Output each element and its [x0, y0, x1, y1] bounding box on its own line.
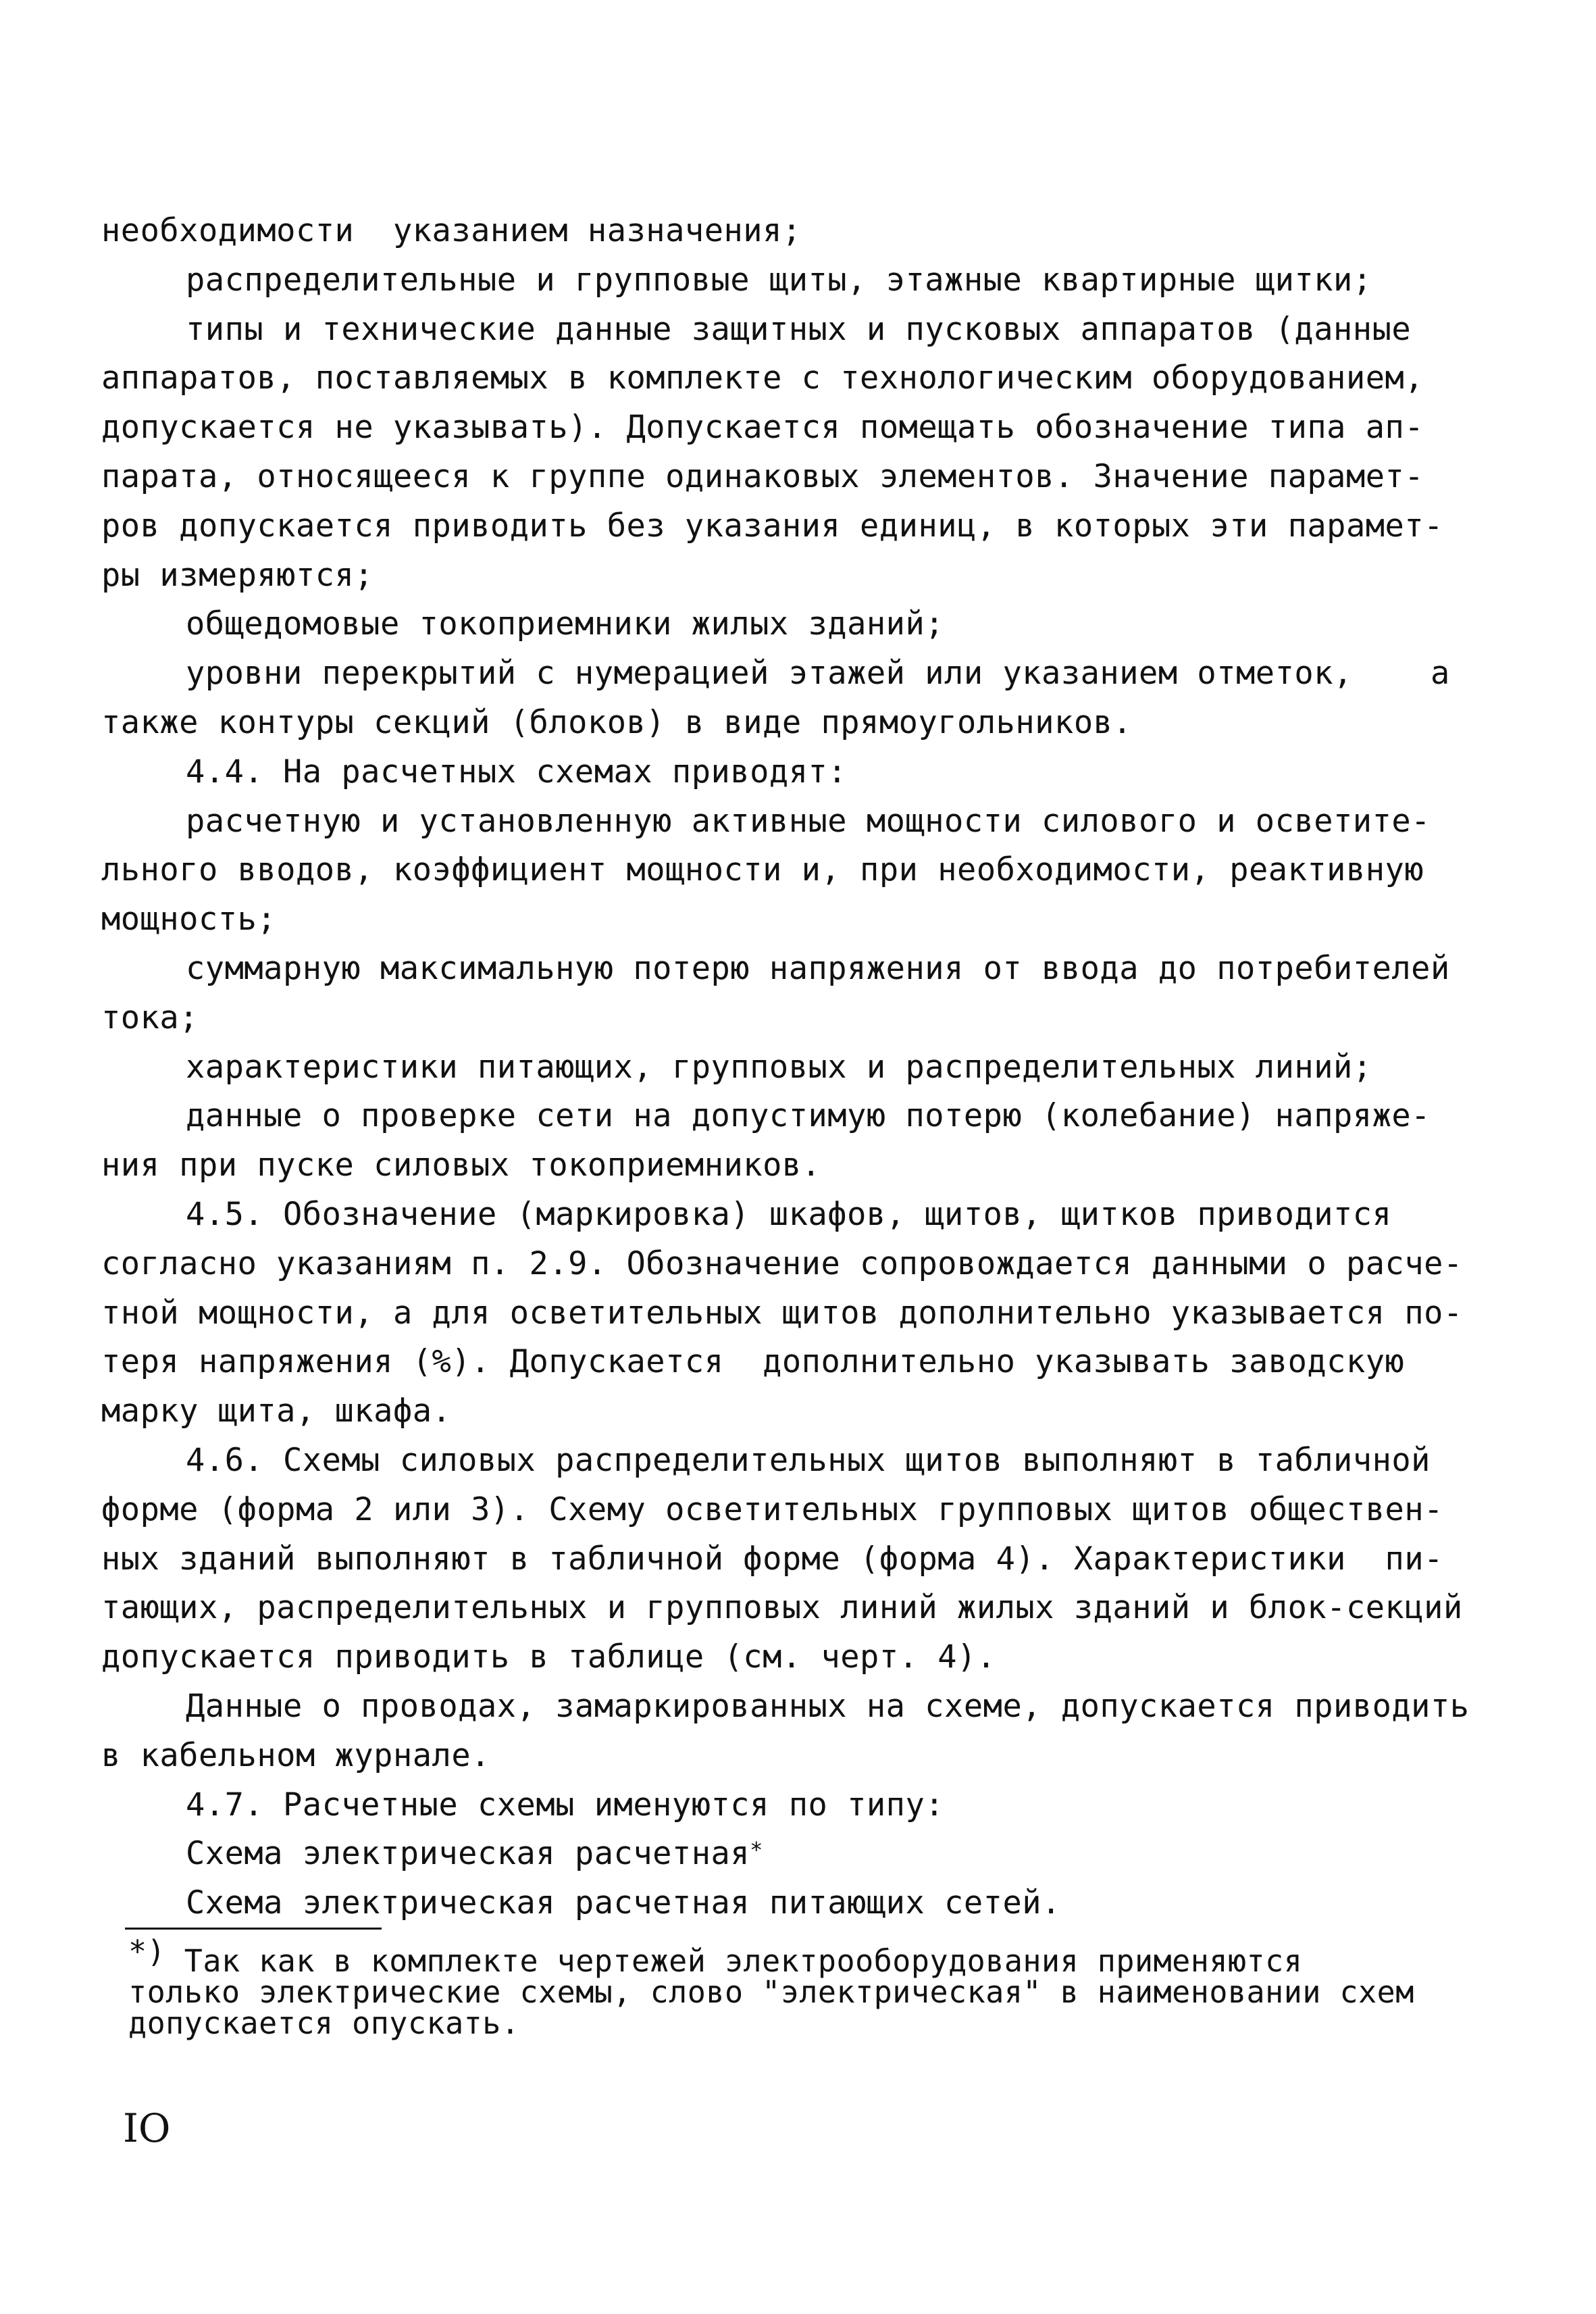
- footnote-line: допускается опускать.: [128, 2005, 520, 2041]
- line-text: тока;: [101, 999, 199, 1036]
- text-line: [101, 846, 1513, 895]
- text-line: [101, 1535, 1513, 1584]
- line-text: 4.4. На расчетных схемах приводят:: [186, 753, 848, 790]
- text-line: [101, 945, 1513, 994]
- line-text: 4.5. Обозначение (маркировка) шкафов, щитов, щитков приводится: [186, 1195, 1392, 1233]
- text-line: [101, 895, 1513, 945]
- line-text: уровни перекрытий с нумерацией этажей или указанием отметок, а: [186, 655, 1450, 693]
- text-line: [101, 551, 1513, 601]
- text-line: [101, 502, 1513, 551]
- line-text: допускается приводить в таблице (см. черт. 4).: [101, 1638, 996, 1676]
- line-text: марку щита, шкафа.: [101, 1392, 452, 1430]
- footnote-separator: [125, 1928, 382, 1930]
- footnote-line: только электрические схемы, слово "электрическая" в наименовании схем: [128, 1974, 1414, 2010]
- text-line: [101, 797, 1513, 847]
- line-text: в кабельном журнале.: [101, 1736, 490, 1774]
- footnote-reference: *: [750, 1837, 763, 1863]
- line-text: тной мощности, а для осветительных щитов дополнительно указывается по-: [101, 1294, 1463, 1332]
- page-number: IO: [123, 2105, 171, 2151]
- text-line: [101, 1043, 1513, 1092]
- text-line: [101, 1682, 1513, 1732]
- line-text: аппаратов, поставляемых в комплекте с технологическим оборудованием,: [101, 359, 1424, 397]
- line-text: Схема электрическая расчетная: [186, 1835, 750, 1873]
- text-line: [101, 1387, 1513, 1436]
- text-line: [101, 600, 1513, 649]
- line-text: расчетную и установленную активные мощности силового и осветите-: [186, 802, 1431, 840]
- line-text: также контуры секций (блоков) в виде прямоугольников.: [101, 703, 1133, 741]
- line-text: ров допускается приводить без указания единиц, в которых эти парамет-: [101, 507, 1443, 545]
- text-line: [101, 1486, 1513, 1535]
- line-text: 4.7. Расчетные схемы именуются по типу:: [186, 1786, 945, 1823]
- text-line: [101, 699, 1513, 748]
- text-line: [101, 1879, 1513, 1928]
- text-line: [101, 1830, 1513, 1879]
- footnote-marker: *): [128, 1934, 166, 1969]
- text-line: [101, 453, 1513, 502]
- footnote: [128, 1934, 1526, 2041]
- text-line: [101, 1092, 1513, 1141]
- line-text: распределительные и групповые щиты, этажные квартирные щитки;: [186, 261, 1372, 299]
- line-text: согласно указаниям п. 2.9. Обозначение сопровождается данными о расче-: [101, 1244, 1463, 1282]
- text-line: [101, 1289, 1513, 1338]
- line-text: ры измеряются;: [101, 556, 374, 594]
- text-line: [101, 1338, 1513, 1387]
- body-text: [101, 207, 1513, 1928]
- line-text: теря напряжения (%). Допускается дополнительно указывать заводскую: [101, 1343, 1405, 1381]
- line-text: общедомовые токоприемники жилых зданий;: [186, 605, 945, 643]
- line-text: форме (форма 2 или 3). Схему осветительных групповых щитов обществен-: [101, 1490, 1443, 1528]
- text-line: [101, 748, 1513, 797]
- text-line: [101, 305, 1513, 355]
- text-line: [101, 994, 1513, 1043]
- text-line: [101, 354, 1513, 403]
- text-line: [101, 1781, 1513, 1830]
- line-text: льного вводов, коэффициент мощности и, при необходимости, реактивную: [101, 851, 1424, 889]
- text-line: [101, 207, 1513, 256]
- text-line: [101, 1141, 1513, 1190]
- line-text: допускается не указывать). Допускается помещать обозначение типа ап-: [101, 409, 1424, 447]
- line-text: ных зданий выполняют в табличной форме (форма 4). Характеристики пи-: [101, 1540, 1443, 1578]
- line-text: необходимости указанием назначения;: [101, 212, 802, 249]
- line-text: суммарную максимальную потерю напряжения от ввода до потребителей: [186, 949, 1450, 987]
- footnote-text: Так как в комплекте чертежей электрооборудования применяются: [184, 1943, 1303, 1979]
- text-line: [101, 403, 1513, 453]
- line-text: характеристики питающих, групповых и распределительных линий;: [186, 1048, 1372, 1086]
- text-line: [101, 649, 1513, 699]
- text-line: [101, 256, 1513, 305]
- footnote-line: [128, 1934, 1526, 1979]
- line-text: мощность;: [101, 901, 277, 938]
- line-text: 4.6. Схемы силовых распределительных щитов выполняют в табличной: [186, 1441, 1431, 1479]
- line-text: ния при пуске силовых токоприемников.: [101, 1147, 821, 1184]
- line-text: данные о проверке сети на допустимую потерю (колебание) напряже-: [186, 1097, 1431, 1135]
- text-line: [101, 1436, 1513, 1486]
- text-line: [101, 1732, 1513, 1781]
- line-text: типы и технические данные защитных и пусковых аппаратов (данные: [186, 310, 1412, 348]
- line-text: Схема электрическая расчетная питающих сетей.: [186, 1884, 1061, 1922]
- text-line: [101, 1190, 1513, 1240]
- line-text: Данные о проводах, замаркированных на схеме, допускается приводить: [186, 1687, 1470, 1725]
- text-line: [101, 1633, 1513, 1682]
- text-line: [101, 1584, 1513, 1633]
- text-line: [101, 1240, 1513, 1289]
- line-text: тающих, распределительных и групповых линий жилых зданий и блок-секций: [101, 1589, 1463, 1627]
- line-text: парата, относящееся к группе одинаковых элементов. Значение парамет-: [101, 457, 1424, 495]
